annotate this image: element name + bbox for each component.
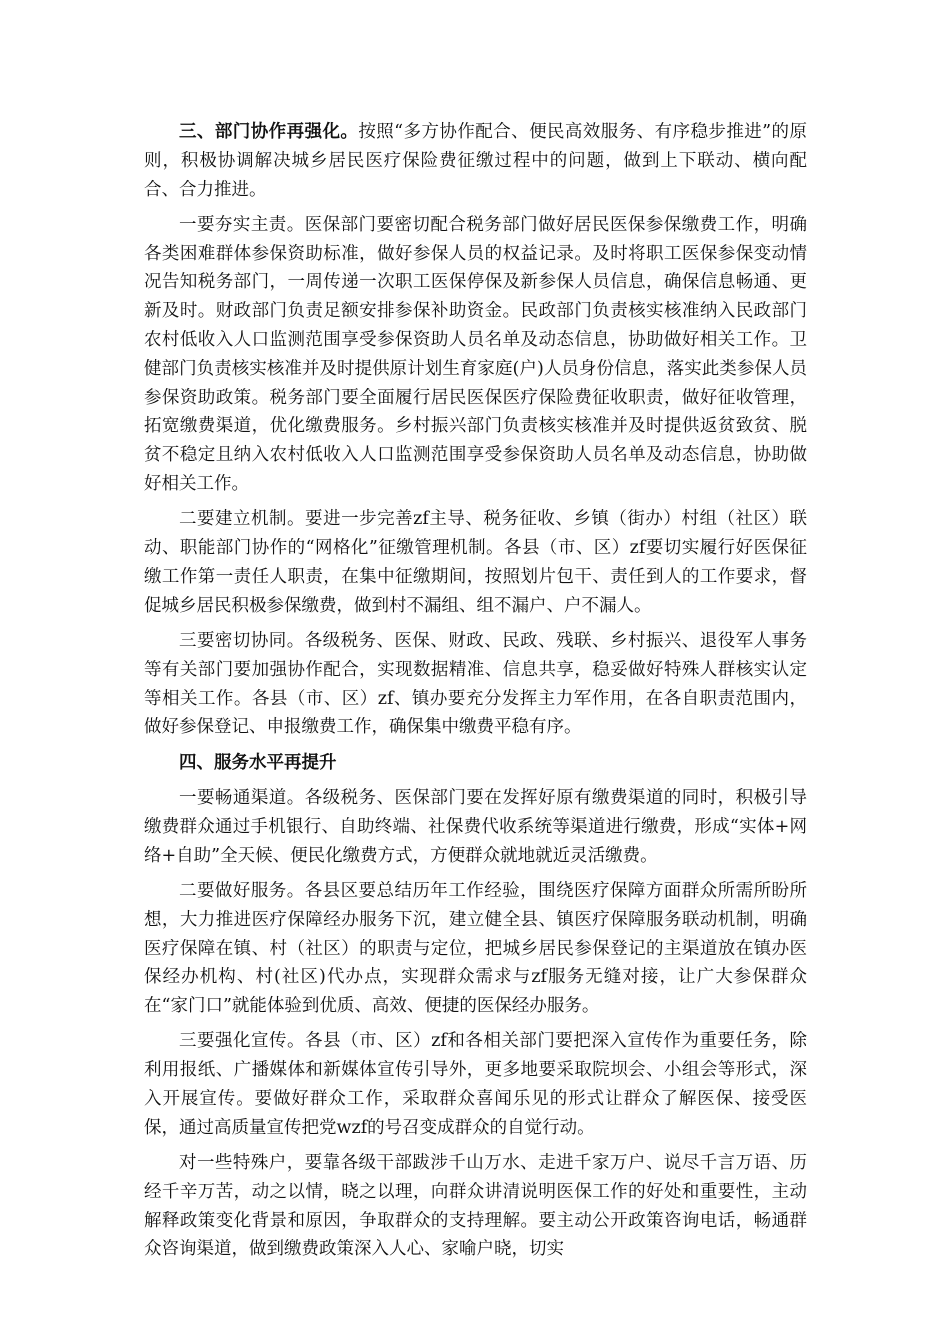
section3-paragraph-2: 二要建立机制。要进一步完善zf主导、税务征收、乡镇（街办）村组（社区）联动、职能部门协作的“网格化”征缴管理机制。各县（市、区）zf要切实履行好医保征缴工作第一责任人职责，在集中征缴期间，按照划片包干、责任到人的工作要求，督促城乡居民积极参保缴费，做到村不漏组、组不漏户、户不漏人。	[144, 509, 807, 616]
section3-heading: 三、部门协作再强化。	[179, 122, 359, 142]
section4-paragraph-4: 对一些特殊户，要靠各级干部跋涉千山万水、走进千家万户、说尽千言万语、历经千辛万苦，动之以情，晓之以理，向群众讲清说明医保工作的好处和重要性，主动解释政策变化背景和原因，争取群众的支持理解。要主动公开政策咨询电话，畅通群众咨询渠道，做到缴费政策深入人心、家喻户晓，切实	[144, 1153, 807, 1260]
section3-paragraph-1: 一要夯实主责。医保部门要密切配合税务部门做好居民医保参保缴费工作，明确各类困难群体参保资助标准，做好参保人员的权益记录。及时将职工医保参保变动情况告知税务部门，一周传递一次职工医保停保及新参保人员信息，确保信息畅通、更新及时。财政部门负责足额安排参保补助资金。民政部门负责核实核准纳入民政部门农村低收入人口监测范围享受参保资助人员名单及动态信息，协助做好相关工作。卫健部门负责核实核准并及时提供原计划生育家庭(户)人员身份信息，落实此类参保人员参保资助政策。税务部门要全面履行居民医保医疗保险费征收职责，做好征收管理，拓宽缴费渠道，优化缴费服务。乡村振兴部门负责核实核准并及时提供返贫致贫、脱贫不稳定且纳入农村低收入人口监测范围享受参保资助人员名单及动态信息，协助做好相关工作。	[144, 214, 807, 495]
section4-paragraph-3: 三要强化宣传。各县（市、区）zf和各相关部门要把深入宣传作为重要任务，除利用报纸、广播媒体和新媒体宣传引导外，更多地要采取院坝会、小组会等形式，深入开展宣传。要做好群众工作，采取群众喜闻乐见的形式让群众了解医保、接受医保，通过高质量宣传把党wzf的号召变成群众的自觉行动。	[144, 1031, 807, 1138]
section3-intro-paragraph	[144, 118, 807, 204]
section3-paragraph-3: 三要密切协同。各级税务、医保、财政、民政、残联、乡村振兴、退役军人事务等有关部门要加强协作配合，实现数据精准、信息共享，稳妥做好特殊人群核实认定等相关工作。各县（市、区）zf、镇办要充分发挥主力军作用，在各自职责范围内，做好参保登记、申报缴费工作，确保集中缴费平稳有序。	[144, 631, 807, 738]
section3-intro-text: 按照“多方协作配合、便民高效服务、有序稳步推进”的原则，积极协调解决城乡居民医疗保险费征缴过程中的问题，做到上下联动、横向配合、合力推进。	[144, 122, 807, 200]
document-page	[144, 118, 807, 1271]
section4-heading: 四、服务水平再提升	[179, 752, 337, 773]
section4-paragraph-1: 一要畅通渠道。各级税务、医保部门要在发挥好原有缴费渠道的同时，积极引导缴费群众通过手机银行、自助终端、社保费代收系统等渠道进行缴费，形成“实体+网络+自助”全天候、便民化缴费方式，方便群众就地就近灵活缴费。	[144, 788, 807, 866]
section4-paragraph-2: 二要做好服务。各县区要总结历年工作经验，围绕医疗保障方面群众所需所盼所想，大力推进医疗保障经办服务下沉，建立健全县、镇医疗保障服务联动机制，明确医疗保障在镇、村（社区）的职责与定位，把城乡居民参保登记的主渠道放在镇办医保经办机构、村(社区)代办点，实现群众需求与zf服务无缝对接，让广大参保群众在“家门口”就能体验到优质、高效、便捷的医保经办服务。	[144, 880, 807, 1017]
